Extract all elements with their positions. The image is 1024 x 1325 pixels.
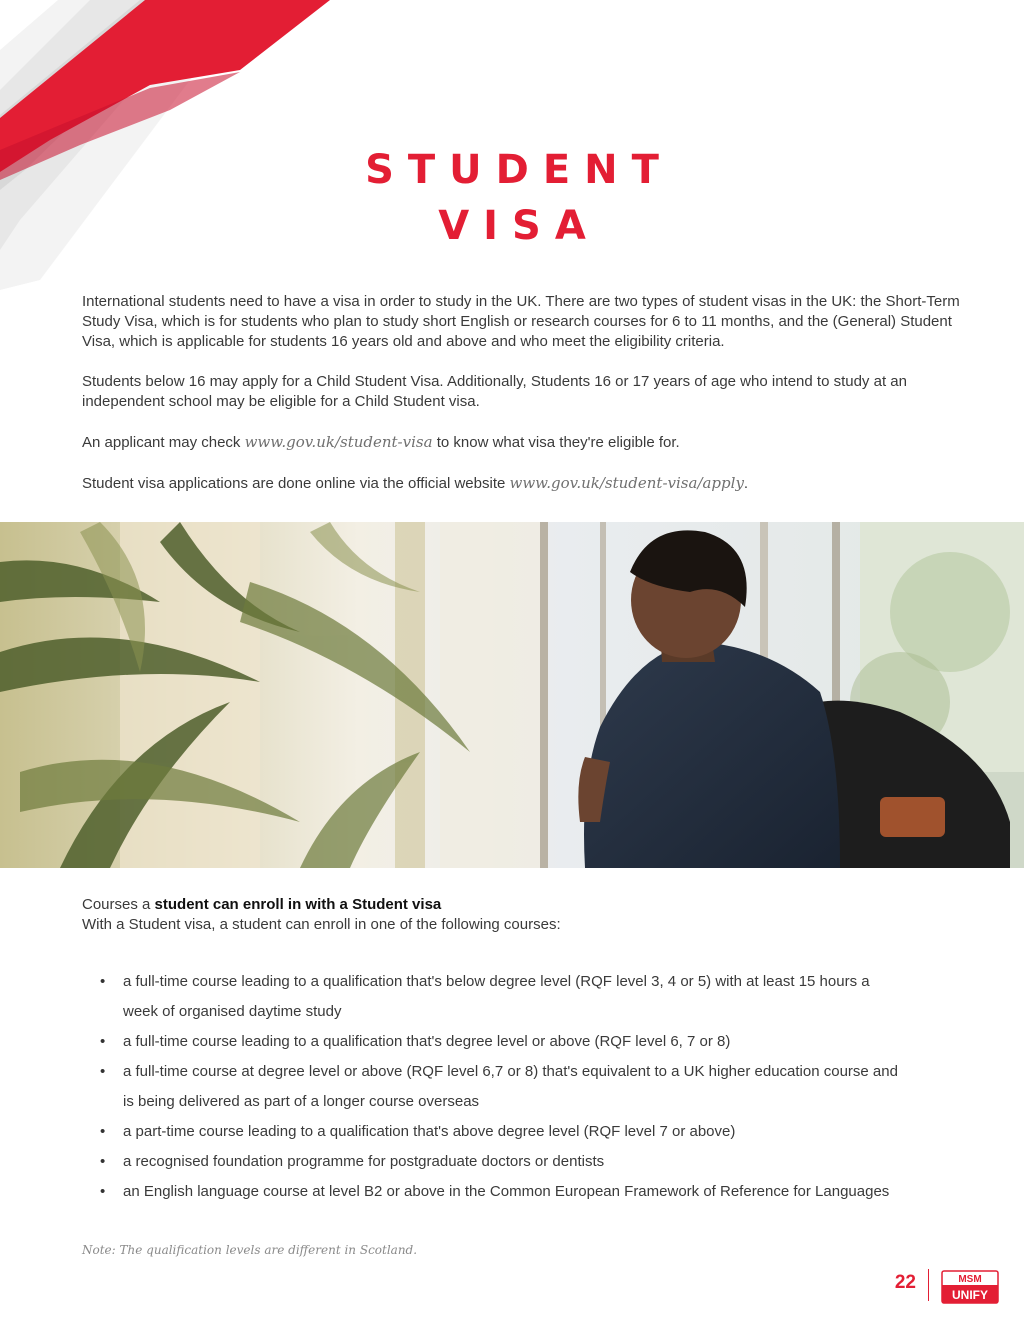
list-item: • a part-time course leading to a qualification that's above degree level (RQF level 7 or above) bbox=[100, 1117, 900, 1147]
msm-unify-logo bbox=[941, 1270, 999, 1304]
title-line-2: VISA bbox=[438, 203, 600, 249]
student-visa-apply-link[interactable]: www.gov.uk/student-visa/apply bbox=[509, 474, 744, 492]
courses-section bbox=[82, 895, 962, 935]
list-item: • a full-time course leading to a qualification that's below degree level (RQF level 3, 4 or 5) with at least 15 hours a week of organised daytime study bbox=[100, 967, 900, 1027]
title-line-1: STUDENT bbox=[365, 147, 673, 193]
intro-paragraph-4-text: Student visa applications are done online via the official website bbox=[82, 475, 510, 492]
logo-line-2: UNIFY bbox=[952, 1288, 988, 1302]
student-photo bbox=[0, 522, 1024, 868]
logo-line-1: MSM bbox=[958, 1274, 982, 1285]
footnote: Note: The qualification levels are different in Scotland. bbox=[82, 1243, 418, 1257]
intro-paragraph-1: International students need to have a visa in order to study in the UK. There are two types of student visas in the UK: the Short-Term Study Visa, which is for students who plan to study short English or research courses for 6 to 11 months, and the (General) Student Visa, which is applicable for students 16 years old and above and who meet the eligibility criteria. bbox=[82, 293, 960, 350]
intro-paragraph-3-text-end: to know what visa they're eligible for. bbox=[432, 434, 680, 451]
intro-section bbox=[82, 292, 962, 514]
footer-divider bbox=[928, 1269, 929, 1301]
list-item: • a full-time course at degree level or above (RQF level 6,7 or 8) that's equivalent to a UK higher education course and is being delivered as part of a longer course overseas bbox=[100, 1057, 900, 1117]
intro-paragraph-2: Students below 16 may apply for a Child Student Visa. Additionally, Students 16 or 17 years of age who intend to study at an independent school may be eligible for a Child Student visa. bbox=[82, 373, 907, 410]
page-title bbox=[0, 142, 1024, 254]
courses-heading-bold: student can enroll in with a Student visa bbox=[154, 896, 442, 913]
intro-paragraph-4 bbox=[82, 473, 962, 494]
list-item: • a full-time course leading to a qualification that's degree level or above (RQF level 6, 7 or 8) bbox=[100, 1027, 900, 1057]
page-number: 22 bbox=[894, 1272, 916, 1293]
list-item: • a recognised foundation programme for postgraduate doctors or dentists bbox=[100, 1147, 900, 1177]
intro-paragraph-3 bbox=[82, 432, 962, 453]
student-visa-link[interactable]: www.gov.uk/student-visa bbox=[244, 433, 433, 451]
course-list bbox=[100, 967, 900, 1207]
courses-heading-prefix: Courses a bbox=[82, 896, 155, 913]
intro-paragraph-3-text: An applicant may check bbox=[82, 434, 245, 451]
courses-heading bbox=[82, 895, 962, 915]
courses-subheading: With a Student visa, a student can enroll in one of the following courses: bbox=[82, 916, 561, 933]
intro-paragraph-4-text-end: . bbox=[743, 475, 749, 492]
list-item: • an English language course at level B2 or above in the Common European Framework of Reference for Languages bbox=[100, 1177, 900, 1207]
